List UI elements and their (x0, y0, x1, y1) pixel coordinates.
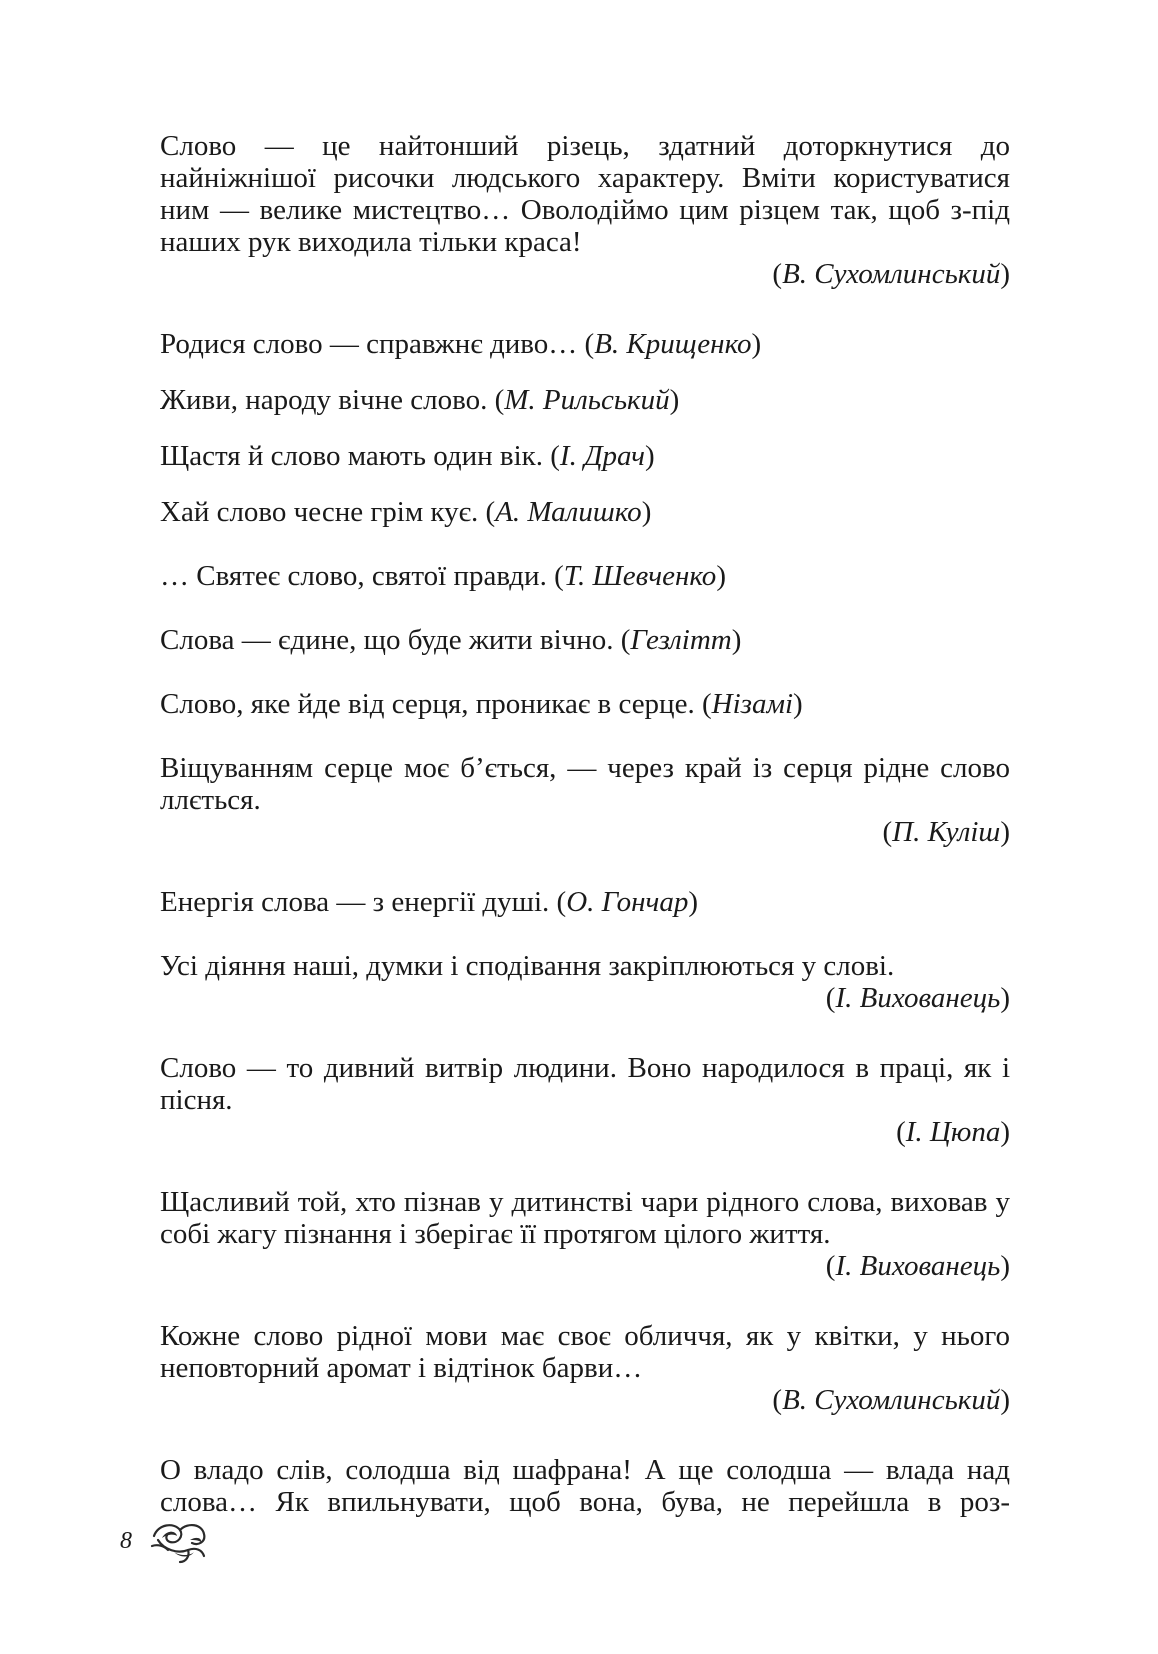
quote-block (160, 950, 1010, 1014)
quote-block (160, 560, 1010, 592)
quote-author: М. Рильський (504, 384, 670, 416)
quote-text: Енергія слова — з енергії душі. (160, 886, 550, 918)
quote-block (160, 752, 1010, 848)
quote-text: Хай слово чесне грім кує. (160, 496, 479, 528)
quote-line: Щастя й слово мають один вік. (І. Драч) (160, 440, 655, 472)
quote-block (160, 328, 1010, 360)
quote-text: Віщуванням серце моє б’ється, — через край із серця рідне слово ллється. (160, 752, 1010, 816)
swirl-ornament-icon (144, 1516, 214, 1566)
quote-line: Живи, народу вічне слово. (М. Рильський) (160, 384, 680, 416)
quote-block (160, 384, 1010, 416)
quote-text: Слово — то дивний витвір людини. Воно народилося в праці, як і пісня. (160, 1052, 1010, 1116)
quote-text: Слова — єдине, що буде жити вічно. (160, 624, 614, 656)
quote-text: Щастя й слово мають один вік. (160, 440, 543, 472)
quote-author: Нізамі (711, 688, 794, 720)
quote-author: І. Вихованець (835, 1250, 1001, 1282)
page-body (160, 130, 1010, 1546)
quote-block (160, 440, 1010, 472)
quote-author: Т. Шевченко (563, 560, 717, 592)
quote-attribution: (І. Цюпа) (896, 1116, 1010, 1148)
quote-text: Родися слово — справжнє диво… (160, 328, 578, 360)
quote-text: О владо слів, солодша від шафрана! А ще солодша — влада над слова… Як впильнувати, щоб вона, бува, не перейшла в роз- (160, 1454, 1010, 1518)
quote-author: А. Малишко (495, 496, 642, 528)
quote-author: І. Вихованець (835, 982, 1001, 1014)
quote-text: Живи, народу вічне слово. (160, 384, 488, 416)
quote-block (160, 1052, 1010, 1148)
quote-text: Слово, яке йде від серця, проникає в серце. (160, 688, 695, 720)
quote-author: В. Сухомлинський (782, 1384, 1001, 1416)
quote-line: Слова — єдине, що буде жити вічно. (Гезлітт) (160, 624, 742, 656)
quote-text: Кожне слово рідної мови має своє обличчя, як у квітки, у нього неповторний аромат і відтінок барви… (160, 1320, 1010, 1384)
quote-attribution: (П. Куліш) (882, 816, 1010, 848)
quote-author: В. Крищенко (594, 328, 752, 360)
quote-author: І. Драч (559, 440, 645, 472)
quote-block (160, 688, 1010, 720)
quote-block (160, 130, 1010, 290)
quote-author: П. Куліш (892, 816, 1001, 848)
quote-attribution: (І. Вихованець) (825, 1250, 1010, 1282)
quote-block (160, 1454, 1010, 1518)
quote-author: Гезлітт (630, 624, 732, 656)
quote-author: О. Гончар (566, 886, 689, 918)
quote-line: … Святеє слово, святої правди. (Т. Шевченко) (160, 560, 726, 592)
quote-text: Щасливий той, хто пізнав у дитинстві чари рідного слова, виховав у собі жагу пізнання і зберігає її протягом цілого життя. (160, 1186, 1010, 1250)
quote-block (160, 1186, 1010, 1282)
quote-line: Родися слово — справжнє диво… (В. Крищенко) (160, 328, 762, 360)
quote-line: Хай слово чесне грім кує. (А. Малишко) (160, 496, 652, 528)
quote-line: Енергія слова — з енергії душі. (О. Гончар) (160, 886, 699, 918)
quote-attribution: (І. Вихованець) (825, 982, 1010, 1014)
quote-text: Усі діяння наші, думки і сподівання закріплюються у слові. (160, 950, 895, 982)
page-number: 8 (120, 1527, 132, 1554)
quote-author: І. Цюпа (905, 1116, 1001, 1148)
quote-author: В. Сухомлинський (782, 258, 1001, 290)
quote-attribution: (В. Сухомлинський) (772, 258, 1010, 290)
quote-block (160, 496, 1010, 528)
quote-text: Слово — це найтонший різець, здатний доторкнутися до найніжнішої рисочки людського характеру. Вміти користуватися ним — велике мистецтво… Оволодіймо цим різцем так, щоб з-під наших рук виходила тільки краса! (160, 130, 1010, 258)
quote-line: Слово, яке йде від серця, проникає в серце. (Нізамі) (160, 688, 803, 720)
page-footer (120, 1516, 214, 1566)
quote-text: … Святеє слово, святої правди. (160, 560, 547, 592)
quote-attribution: (В. Сухомлинський) (772, 1384, 1010, 1416)
quote-block (160, 1320, 1010, 1416)
quote-block (160, 624, 1010, 656)
quote-block (160, 886, 1010, 918)
